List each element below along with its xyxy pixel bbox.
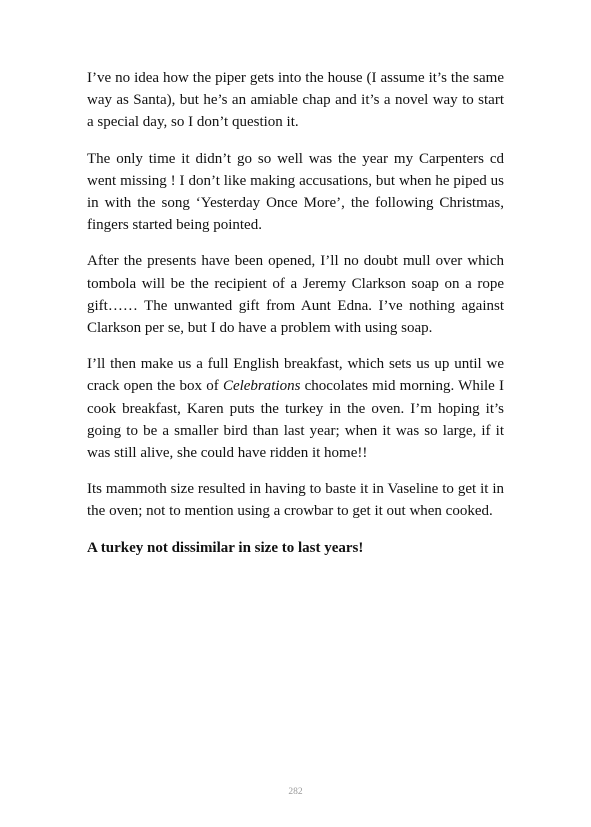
paragraph-piper: I’ve no idea how the piper gets into the house (I assume it’s the same way as Santa), but he’s an amiable chap and it’s a novel way to start a special day, so I don’t question it.: [87, 70, 504, 131]
paragraph-turkey-size: Its mammoth size resulted in having to baste it in Vaseline to get it in the oven; not to mention using a crowbar to get it out when cooked.: [87, 481, 504, 520]
page-number: 282: [288, 787, 303, 797]
closing-bold-line: A turkey not dissimilar in size to last years!: [87, 539, 364, 556]
paragraph-presents: After the presents have been opened, I’ll no doubt mull over which tombola will be the recipient of a Jeremy Clarkson soap on a rope gift…… The unwanted gift from Aunt Edna. I’ve nothing against Clarkson per se, but I do have a problem with using soap.: [87, 253, 504, 337]
paragraph-breakfast-part-2: chocolates mid morning. While I cook breakfast, Karen puts the turkey in the oven. I’m hoping it’s going to be a smaller bird than last year; when it was so large, if it was still alive, she could have ridden it home!!: [87, 378, 505, 462]
paragraph-breakfast-italic: Celebrations: [222, 378, 301, 395]
paragraph-breakfast: [87, 353, 504, 464]
page-body: [87, 67, 504, 559]
paragraph-breakfast-part-1: I’ll then make us a full English breakfast, which sets us up until we crack open the box of: [87, 356, 504, 395]
paragraph-carpenters: The only time it didn’t go so well was the year my Carpenters cd went missing ! I don’t like making accusations, but when he piped us in with the song ‘Yesterday Once More’, the following Christmas, fingers started being pointed.: [87, 150, 504, 234]
